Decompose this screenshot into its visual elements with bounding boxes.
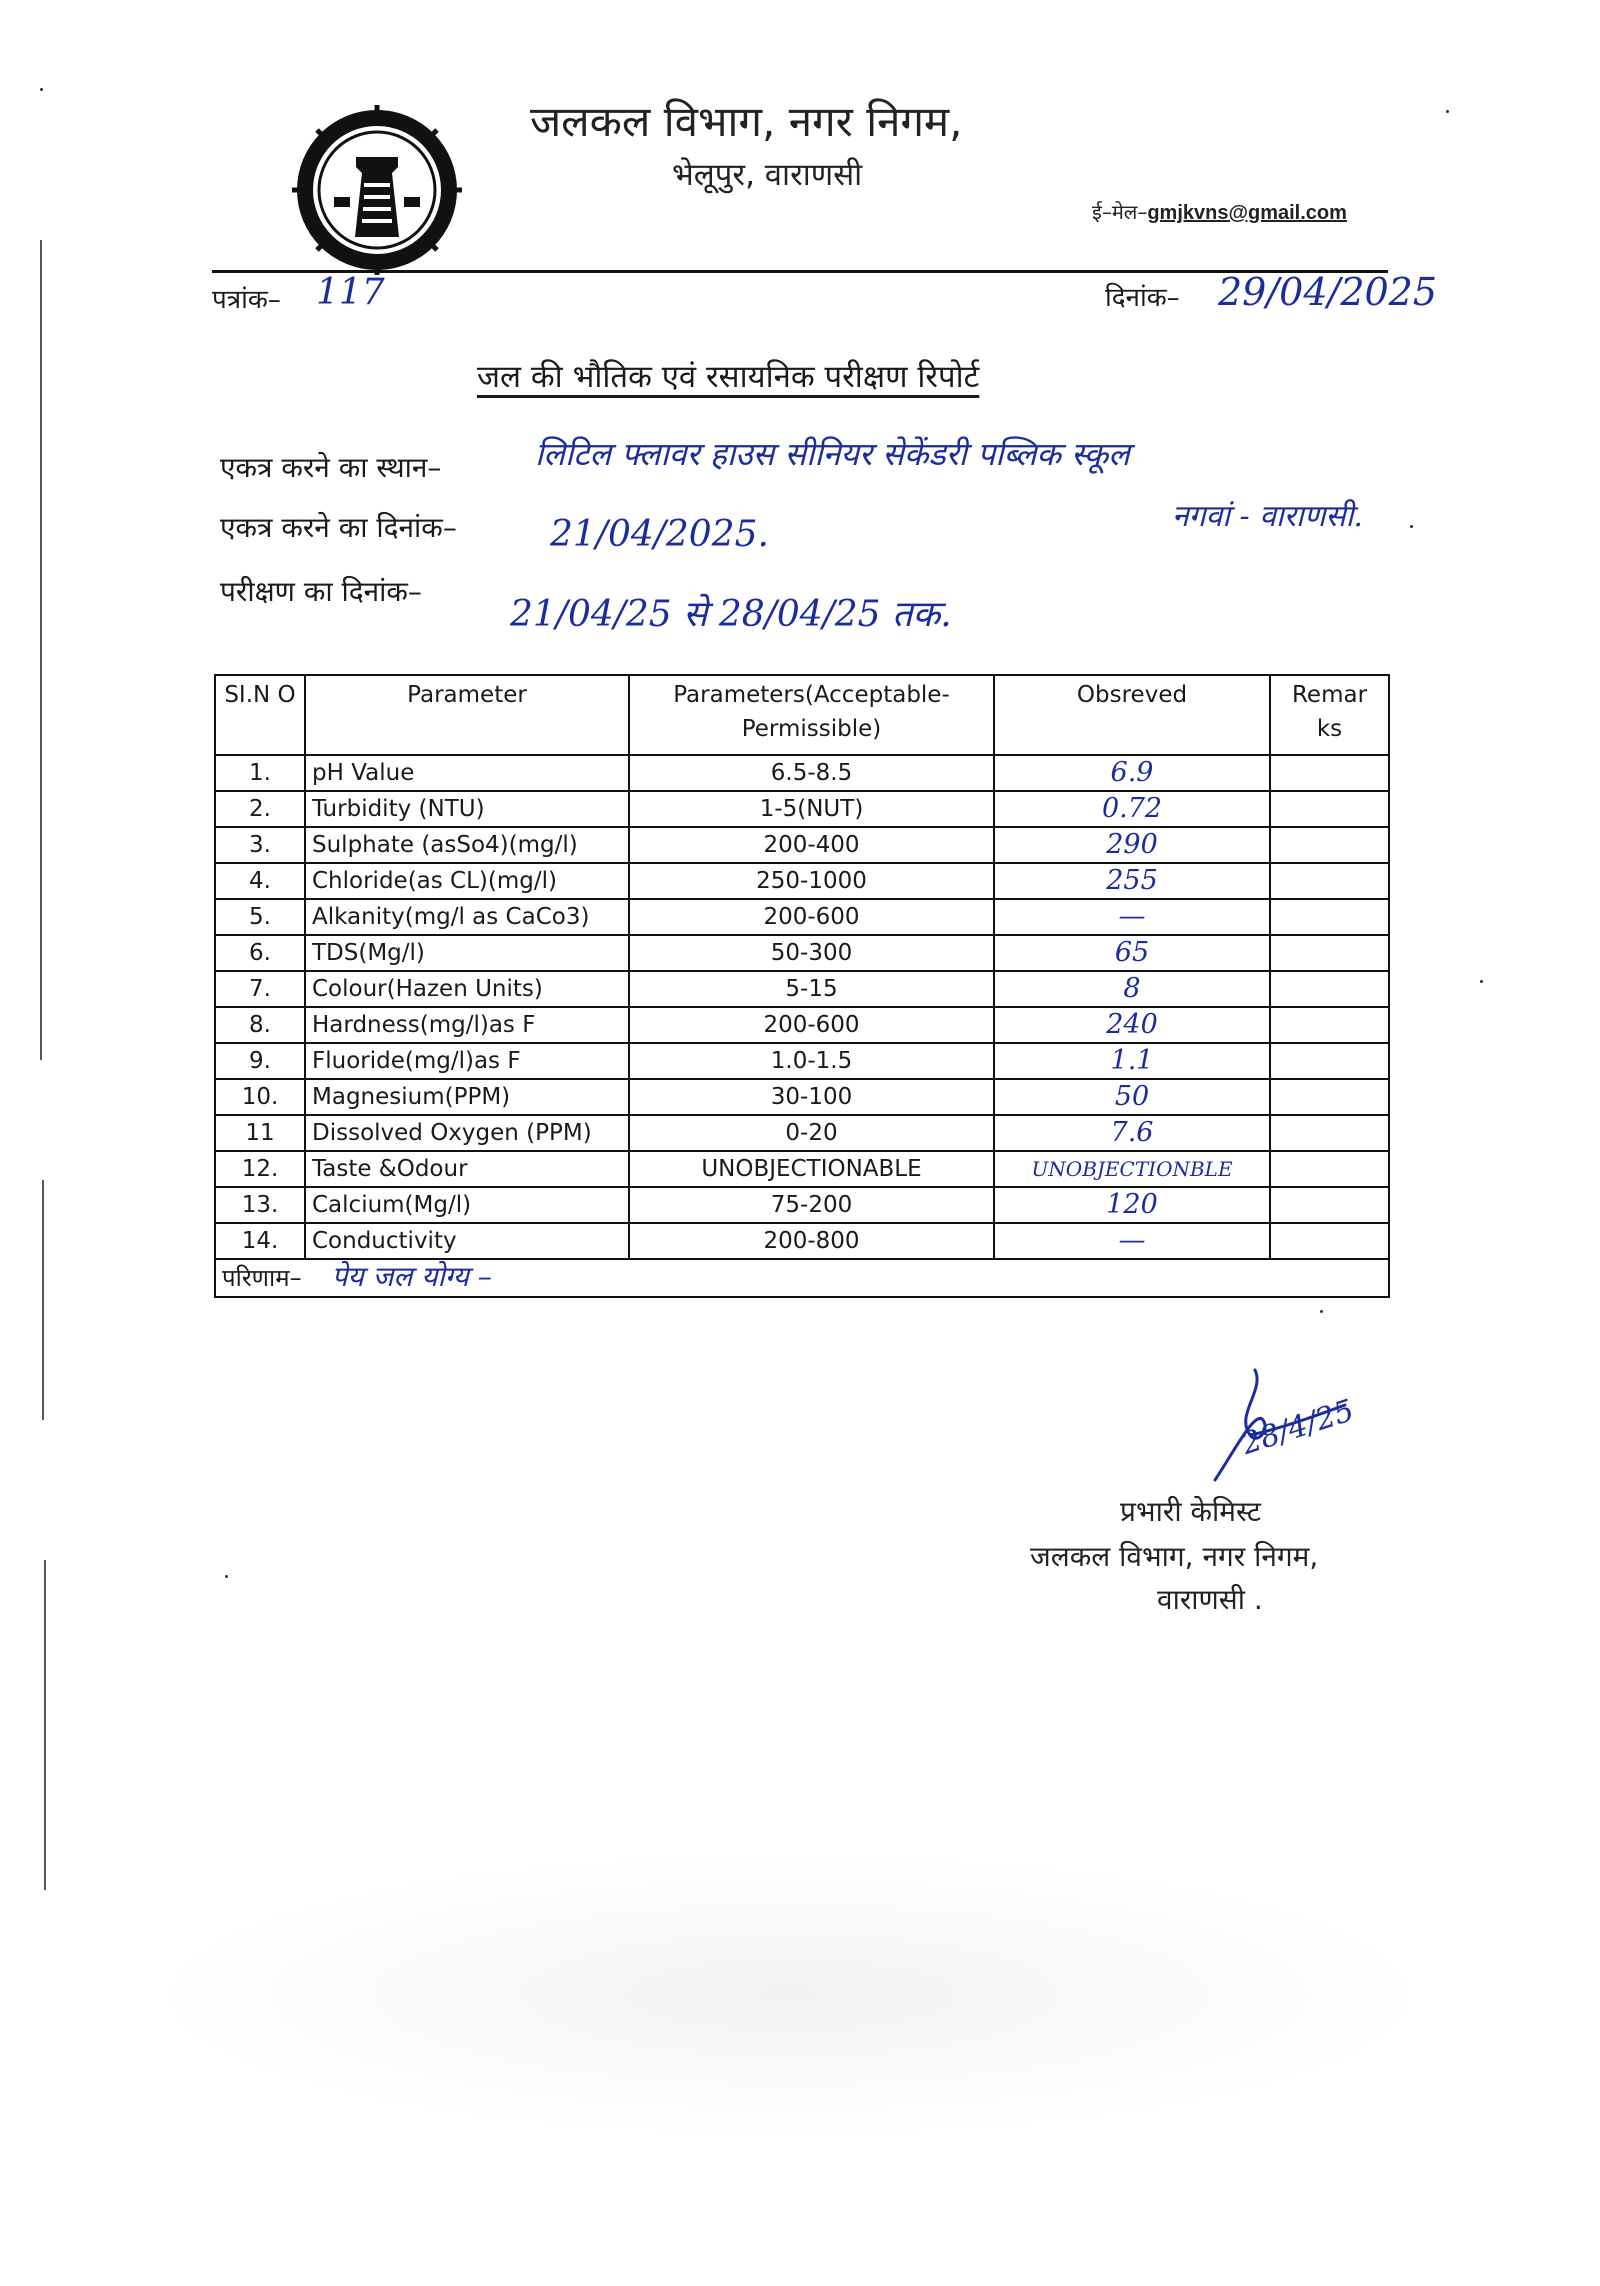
- row-parameter: Sulphate (asSo4)(mg/l): [305, 827, 629, 863]
- row-remarks: [1270, 827, 1389, 863]
- row-remarks: [1270, 1223, 1389, 1259]
- row-observed: 1.1: [994, 1043, 1270, 1079]
- row-observed: 120: [994, 1187, 1270, 1223]
- row-parameter: Alkanity(mg/l as CaCo3): [305, 899, 629, 935]
- header-range: Parameters(Acceptable-Permissible): [629, 675, 994, 755]
- test-date-value: 21/04/25 से 28/04/25 तक.: [510, 594, 952, 635]
- row-range: 5-15: [629, 971, 994, 1007]
- row-observed: 255: [994, 863, 1270, 899]
- row-range: 200-400: [629, 827, 994, 863]
- table-row: [215, 1007, 1389, 1043]
- scan-speck: [1480, 980, 1483, 983]
- row-remarks: [1270, 971, 1389, 1007]
- test-date-label: परीक्षण का दिनांक–: [220, 575, 422, 608]
- table-row: [215, 1079, 1389, 1115]
- row-remarks: [1270, 935, 1389, 971]
- row-parameter: TDS(Mg/l): [305, 935, 629, 971]
- row-remarks: [1270, 899, 1389, 935]
- row-range: 1.0-1.5: [629, 1043, 994, 1079]
- result-value: पेय जल योग्य –: [331, 1260, 492, 1293]
- row-remarks: [1270, 1079, 1389, 1115]
- row-parameter: pH Value: [305, 755, 629, 791]
- row-range: 0-20: [629, 1115, 994, 1151]
- row-observed: 290: [994, 827, 1270, 863]
- row-parameter: Dissolved Oxygen (PPM): [305, 1115, 629, 1151]
- row-observed: 240: [994, 1007, 1270, 1043]
- location-value-line-2: नगवां - वाराणसी.: [1172, 499, 1363, 534]
- row-range: 6.5-8.5: [629, 755, 994, 791]
- municipal-seal-logo: [272, 105, 482, 275]
- signatory-department: जलकल विभाग, नगर निगम,: [1030, 1540, 1319, 1573]
- row-range: 200-800: [629, 1223, 994, 1259]
- row-parameter: Colour(Hazen Units): [305, 971, 629, 1007]
- scan-speck: [1446, 110, 1449, 113]
- row-slno: 14.: [215, 1223, 305, 1259]
- row-slno: 12.: [215, 1151, 305, 1187]
- table-row: [215, 827, 1389, 863]
- row-parameter: Chloride(as CL)(mg/l): [305, 863, 629, 899]
- test-results-table: [214, 674, 1390, 1298]
- row-observed: 0.72: [994, 791, 1270, 827]
- row-slno: 1.: [215, 755, 305, 791]
- scan-edge-line: [42, 1180, 44, 1420]
- row-slno: 11: [215, 1115, 305, 1151]
- row-parameter: Taste &Odour: [305, 1151, 629, 1187]
- row-slno: 7.: [215, 971, 305, 1007]
- email-line: [1092, 198, 1347, 225]
- header-observed: Obsreved: [994, 675, 1270, 755]
- row-range: 75-200: [629, 1187, 994, 1223]
- scan-speck: [1320, 1310, 1323, 1313]
- department-address: भेलूपुर, वाराणसी: [672, 157, 863, 193]
- table-header-row: [215, 675, 1389, 755]
- row-parameter: Hardness(mg/l)as F: [305, 1007, 629, 1043]
- scan-edge-line: [44, 1560, 46, 1890]
- table-row: [215, 863, 1389, 899]
- row-slno: 3.: [215, 827, 305, 863]
- scan-speck: [225, 1575, 228, 1578]
- scan-speck: [40, 88, 43, 91]
- row-remarks: [1270, 1115, 1389, 1151]
- header-divider: [212, 270, 1388, 273]
- row-range: 250-1000: [629, 863, 994, 899]
- row-remarks: [1270, 1043, 1389, 1079]
- department-title: जलकल विभाग, नगर निगम,: [530, 97, 963, 146]
- row-remarks: [1270, 863, 1389, 899]
- row-remarks: [1270, 791, 1389, 827]
- date-label: दिनांक–: [1105, 283, 1180, 313]
- row-parameter: Turbidity (NTU): [305, 791, 629, 827]
- row-slno: 6.: [215, 935, 305, 971]
- result-label: परिणाम–: [222, 1264, 302, 1292]
- row-remarks: [1270, 1151, 1389, 1187]
- scan-edge-line: [40, 240, 42, 1060]
- scan-shading: [140, 1850, 1440, 2140]
- row-remarks: [1270, 1007, 1389, 1043]
- signatory-city: वाराणसी .: [1157, 1583, 1263, 1616]
- row-observed: —: [994, 899, 1270, 935]
- table-row: [215, 1115, 1389, 1151]
- result-cell: [215, 1259, 1389, 1297]
- table-row: [215, 1187, 1389, 1223]
- header-parameter: Parameter: [305, 675, 629, 755]
- header-remarks: Remar ks: [1270, 675, 1389, 755]
- row-remarks: [1270, 1187, 1389, 1223]
- row-remarks: [1270, 755, 1389, 791]
- row-parameter: Conductivity: [305, 1223, 629, 1259]
- row-range: 50-300: [629, 935, 994, 971]
- row-observed: 50: [994, 1079, 1270, 1115]
- table-row: [215, 791, 1389, 827]
- table-row: [215, 1043, 1389, 1079]
- signature-date: 28/4/25: [1237, 1392, 1359, 1463]
- reference-number: 117: [316, 272, 385, 313]
- table-row: [215, 1151, 1389, 1187]
- row-range: 1-5(NUT): [629, 791, 994, 827]
- row-range: 200-600: [629, 1007, 994, 1043]
- email-address: gmjkvns@gmail.com: [1147, 202, 1347, 224]
- row-slno: 5.: [215, 899, 305, 935]
- row-slno: 10.: [215, 1079, 305, 1115]
- collection-date-value: 21/04/2025.: [550, 514, 769, 555]
- signatory-designation: प्रभारी केमिस्ट: [1120, 1495, 1261, 1528]
- result-row: [215, 1259, 1389, 1297]
- row-range: 200-600: [629, 899, 994, 935]
- row-range: 30-100: [629, 1079, 994, 1115]
- report-date: 29/04/2025: [1218, 270, 1438, 314]
- row-observed: 7.6: [994, 1115, 1270, 1151]
- location-value: लिटिल फ्लावर हाउस सीनियर सेकेंडरी पब्लिक स्कूल: [535, 435, 1130, 473]
- scan-speck: [1410, 525, 1413, 528]
- row-parameter: Calcium(Mg/l): [305, 1187, 629, 1223]
- row-observed: 65: [994, 935, 1270, 971]
- header-slno: SI.N O: [215, 675, 305, 755]
- report-title: जल की भौतिक एवं रसायनिक परीक्षण रिपोर्ट: [477, 359, 980, 395]
- email-label: ई–मेल–: [1092, 200, 1148, 224]
- row-parameter: Fluoride(mg/l)as F: [305, 1043, 629, 1079]
- row-observed: UNOBJECTIONBLE: [994, 1151, 1270, 1187]
- row-observed: 8: [994, 971, 1270, 1007]
- row-slno: 8.: [215, 1007, 305, 1043]
- collection-date-label: एकत्र करने का दिनांक–: [220, 511, 457, 544]
- table-row: [215, 1223, 1389, 1259]
- row-observed: 6.9: [994, 755, 1270, 791]
- row-parameter: Magnesium(PPM): [305, 1079, 629, 1115]
- row-range: UNOBJECTIONABLE: [629, 1151, 994, 1187]
- table-row: [215, 899, 1389, 935]
- row-slno: 2.: [215, 791, 305, 827]
- row-observed: —: [994, 1223, 1270, 1259]
- table-row: [215, 755, 1389, 791]
- table-row: [215, 971, 1389, 1007]
- location-label: एकत्र करने का स्थान–: [220, 451, 442, 484]
- row-slno: 13.: [215, 1187, 305, 1223]
- row-slno: 9.: [215, 1043, 305, 1079]
- row-slno: 4.: [215, 863, 305, 899]
- table-row: [215, 935, 1389, 971]
- reference-label: पत्रांक–: [212, 285, 281, 315]
